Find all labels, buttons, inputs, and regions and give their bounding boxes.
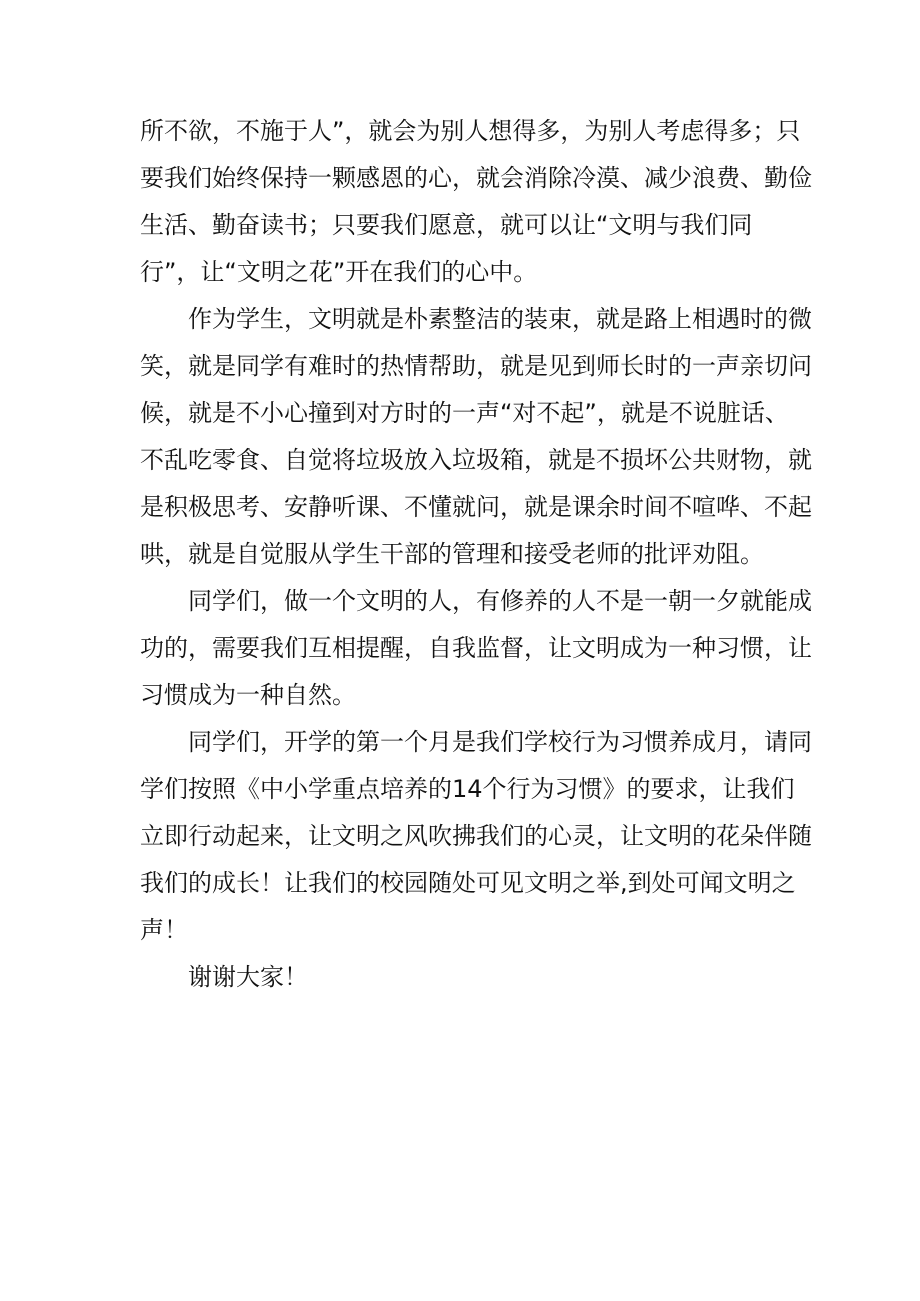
text-line: 行”，让“文明之花”开在我们的心中。 <box>140 258 538 286</box>
text-line: 生活、勤奋读书；只要我们愿意，就可以让“文明与我们同 <box>140 211 753 239</box>
speech-text <box>140 108 812 1001</box>
text-line: 作为学生，文明就是朴素整洁的装束，就是路上相遇时的微 <box>188 305 812 333</box>
text-line: 所不欲，不施于人”，就会为别人想得多，为别人考虑得多；只 <box>140 117 801 145</box>
text-line: 我们的成长！让我们的校园随处可见文明之举,到处可闻文明之 <box>140 869 796 897</box>
text-line: 笑，就是同学有难时的热情帮助，就是见到师长时的一声亲切问 <box>140 352 812 380</box>
text-line: 功的，需要我们互相提醒，自我监督，让文明成为一种习惯，让 <box>140 634 812 662</box>
text-line: 习惯成为一种自然。 <box>140 681 356 709</box>
text-line: 立即行动起来，让文明之风吹拂我们的心灵，让文明的花朵伴随 <box>140 822 812 850</box>
text-line: 哄，就是自觉服从学生干部的管理和接受老师的批评劝阻。 <box>140 540 764 568</box>
text-line: 声！ <box>140 916 188 944</box>
text-line: 要我们始终保持一颗感恩的心，就会消除冷漠、减少浪费、勤俭 <box>140 164 812 192</box>
text-line: 同学们，做一个文明的人，有修养的人不是一朝一夕就能成 <box>188 587 812 615</box>
text-line: 同学们，开学的第一个月是我们学校行为习惯养成月，请同 <box>188 728 812 756</box>
text-line: 候，就是不小心撞到对方时的一声“对不起”，就是不说脏话、 <box>140 399 789 427</box>
text-line: 学们按照《中小学重点培养的14个行为习惯》的要求，让我们 <box>140 775 795 803</box>
text-line: 不乱吃零食、自觉将垃圾放入垃圾箱，就是不损坏公共财物，就 <box>140 446 812 474</box>
text-line: 是积极思考、安静听课、不懂就问，就是课余时间不喧哗、不起 <box>140 493 812 521</box>
closing-line: 谢谢大家！ <box>188 963 308 991</box>
